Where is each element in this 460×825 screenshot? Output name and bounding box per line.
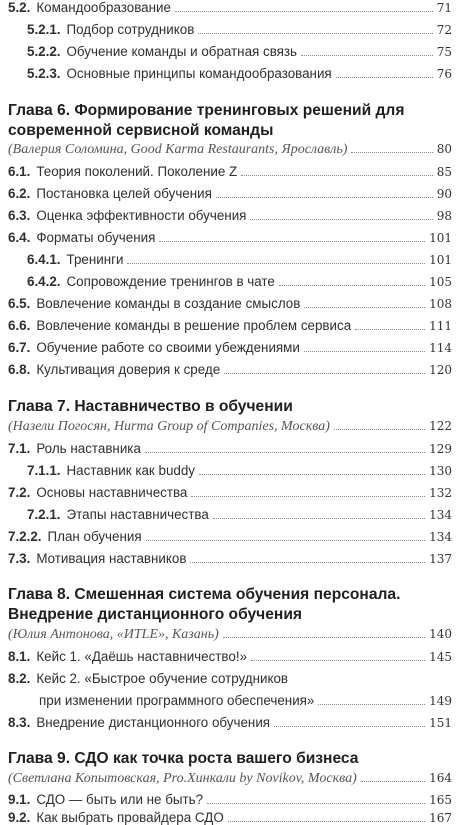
chapter-6-title-cont[interactable]: современной сервисной команды [8,122,274,139]
toc-entry[interactable] [8,208,452,223]
toc-entry[interactable] [8,529,452,544]
entry-number: 9.1. [8,792,31,807]
page-number: 165 [429,793,452,807]
entry-number: 6.8. [8,362,31,377]
entry-title: Вовлечение команды в создание смыслов [36,296,301,311]
chapter-7-title[interactable]: Глава 7. Наставничество в обучении [8,398,293,415]
page-number: 149 [429,694,452,708]
toc-entry[interactable] [27,463,452,478]
entry-number: 7.2.1. [27,507,61,522]
toc-entry[interactable] [8,340,452,355]
dot-leader [228,821,425,822]
toc-entry[interactable] [8,441,452,456]
entry-number: 6.7. [8,340,31,355]
toc-entry[interactable] [8,715,452,730]
entry-number: 8.3. [8,715,31,730]
entry-number: 7.3. [8,551,31,566]
page-number: 134 [429,530,452,544]
dot-leader [301,55,433,56]
entry-title: Подбор сотрудников [66,22,195,37]
page-number: 108 [429,297,452,311]
page-number: 71 [436,1,452,15]
dot-leader [190,562,425,563]
entry-title: Основные принципы командообразования [66,66,332,81]
dot-leader [336,77,433,78]
chapter-6-title[interactable]: Глава 6. Формирование тренинговых решений для [8,102,405,119]
dot-leader [175,11,433,12]
page-number: 75 [436,45,452,59]
dot-leader [198,33,432,34]
page-number: 134 [429,508,452,522]
author-line: (Светлана Копытовская, Pro.Хинкали by Novikov, Москва) [8,771,357,786]
toc-entry[interactable] [27,44,452,59]
chapter-9-title[interactable]: Глава 9. СДО как точка роста вашего бизнеса [8,750,359,767]
dot-leader [361,781,425,782]
dot-leader [159,241,425,242]
entry-number: 7.2. [8,485,31,500]
entry-title: Оценка эффективности обучения [36,208,247,223]
entry-title: Обучение команды и обратная связь [66,44,298,59]
toc-entry[interactable] [27,252,452,267]
author-line: (Назели Погосян, Hurma Group of Companies, Москва) [8,419,330,434]
entry-title: Внедрение дистанционного обучения [36,715,271,730]
toc-entry[interactable] [27,274,452,289]
dot-leader [213,518,425,519]
page-number: 120 [429,363,452,377]
dot-leader [241,175,433,176]
dot-leader [304,351,425,352]
dot-leader [146,540,426,541]
dot-leader [224,373,425,374]
dot-leader [250,219,432,220]
entry-title-cont: при изменении программного обеспечения» [39,693,315,708]
dot-leader [145,452,425,453]
entry-title: Тренинги [66,252,124,267]
author-line: (Валерия Соломина, Good Karma Restaurants, Ярославль) [8,142,348,157]
page-number: 114 [429,341,452,355]
entry-title: Мотивация наставников [36,551,187,566]
page-number: 101 [429,253,452,267]
entry-number: 7.1.1. [27,463,61,478]
entry-number: 5.2.1. [27,22,61,37]
page-number: 72 [436,23,452,37]
dot-leader [127,263,425,264]
entry-number: 6.4.1. [27,252,61,267]
page-number: 76 [436,67,452,81]
dot-leader [251,660,425,661]
entry-title: Кейс 2. «Быстрое обучение сотрудников [36,671,289,686]
toc-entry-cont[interactable] [39,693,452,708]
toc-entry[interactable] [27,66,452,81]
dot-leader [199,474,425,475]
dot-leader [191,496,425,497]
page-number: 132 [429,486,452,500]
page-number: 111 [429,319,452,333]
entry-title: Культивация доверия к среде [36,362,221,377]
toc-entry[interactable] [8,186,452,201]
toc-entry[interactable] [8,164,452,179]
entry-number: 6.5. [8,296,31,311]
chapter-8-author [8,627,452,643]
page-number: 140 [429,627,452,641]
toc-entry[interactable] [8,792,452,807]
page-number: 101 [429,231,452,245]
entry-title: Основы наставничества [36,485,188,500]
toc-entry[interactable] [8,671,452,686]
entry-number: 8.2. [8,671,31,686]
toc-entry[interactable] [27,507,452,522]
page-number: 122 [429,419,452,433]
entry-number: 7.1. [8,441,31,456]
entry-title: Теория поколений. Поколение Z [36,164,238,179]
entry-title: Роль наставника [36,441,141,456]
entry-title: План обучения [47,529,142,544]
entry-title: Этапы наставничества [66,507,209,522]
toc-entry[interactable] [8,230,452,245]
entry-title: Командообразование [36,0,171,15]
entry-number: 7.2.2. [8,529,42,544]
toc-entry[interactable] [8,318,452,333]
dot-leader [355,329,425,330]
entry-title: Форматы обучения [36,230,156,245]
entry-number: 6.4.2. [27,274,61,289]
entry-number: 8.1. [8,649,31,664]
dot-leader [351,152,432,153]
toc-entry[interactable] [8,810,452,825]
page-number: 167 [429,811,452,825]
entry-number: 9.2. [8,810,31,825]
page-number: 90 [436,187,452,201]
entry-number: 5.2.2. [27,44,61,59]
dot-leader [223,637,425,638]
chapter-8-title-cont[interactable]: Внедрение дистанционного обучения [8,606,303,623]
entry-number: 6.1. [8,164,31,179]
toc-entry[interactable] [8,362,452,377]
chapter-8-title[interactable]: Глава 8. Смешенная система обучения персонала. [8,586,401,603]
entry-title: Как выбрать провайдера СДО [36,810,224,825]
page-number: 164 [429,771,452,785]
entry-title: СДО — быть или не быть? [36,792,204,807]
entry-number: 6.2. [8,186,31,201]
entry-number: 6.4. [8,230,31,245]
chapter-9-author [8,771,452,787]
toc-entry[interactable] [8,0,452,15]
page-number: 151 [429,716,452,730]
toc-entry[interactable] [8,649,452,664]
entry-title: Вовлечение команды в решение проблем сервиса [36,318,352,333]
dot-leader [304,307,425,308]
dot-leader [216,197,433,198]
page-number: 105 [429,275,452,289]
dot-leader [274,726,425,727]
toc-entry[interactable] [8,551,452,566]
dot-leader [207,803,425,804]
dot-leader [318,704,425,705]
entry-title: Обучение работе со своими убеждениями [36,340,300,355]
page-number: 145 [429,650,452,664]
entry-title: Сопровождение тренингов в чате [66,274,275,289]
page-number: 137 [429,552,452,566]
entry-title: Постановка целей обучения [36,186,212,201]
toc-entry[interactable] [27,22,452,37]
toc-entry[interactable] [8,485,452,500]
page-number: 85 [436,165,452,179]
entry-number: 6.3. [8,208,31,223]
entry-title: Кейс 1. «Даёшь наставничество!» [36,649,248,664]
chapter-7-author [8,419,452,435]
dot-leader [334,429,425,430]
page-number: 130 [429,464,452,478]
page-number: 98 [436,209,452,223]
page-number: 129 [429,442,452,456]
page-number: 80 [436,142,452,156]
chapter-6-author [8,142,452,158]
author-line: (Юлия Антонова, «ИТLE», Казань) [8,627,219,642]
entry-number: 5.2. [8,0,31,15]
entry-title: Наставник как buddy [66,463,195,478]
entry-number: 5.2.3. [27,66,61,81]
dot-leader [279,285,425,286]
toc-entry[interactable] [8,296,452,311]
entry-number: 6.6. [8,318,31,333]
